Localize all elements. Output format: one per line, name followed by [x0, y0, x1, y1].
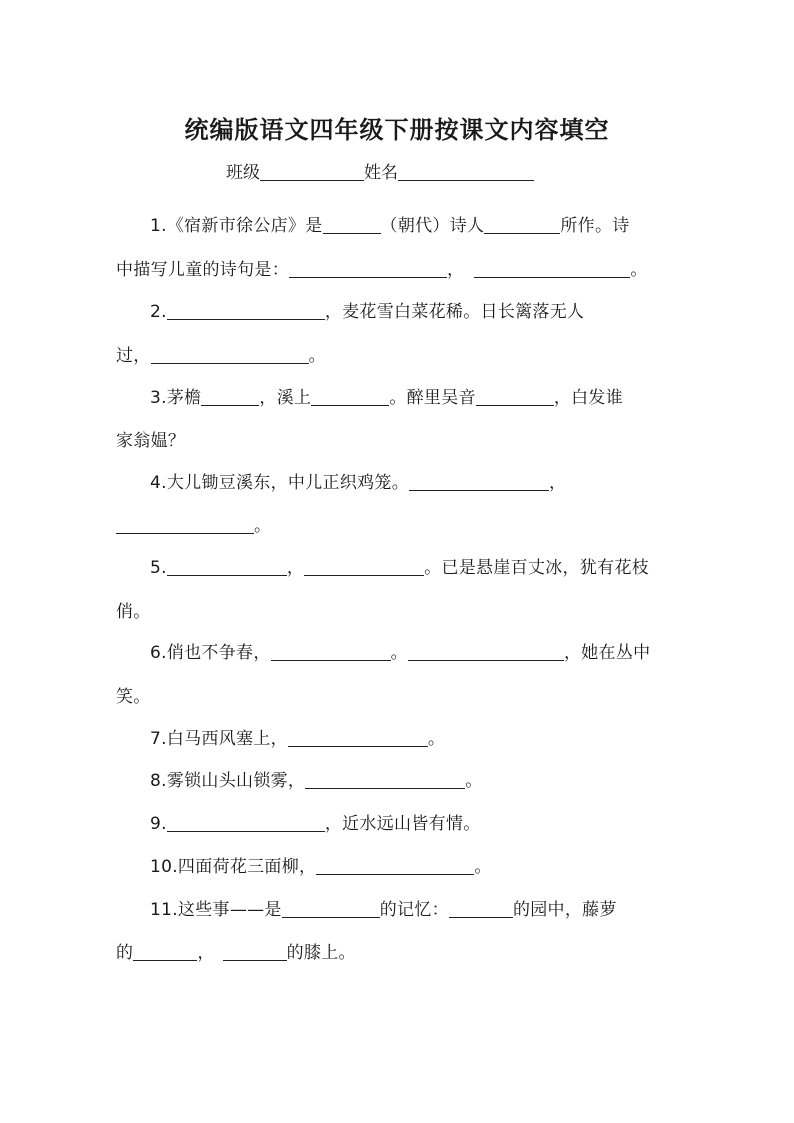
question-text: 。 — [465, 771, 483, 791]
question-text: 所作。诗 — [560, 216, 630, 236]
name-label: 姓名 — [364, 163, 398, 183]
question-text: 7.白马西风塞上， — [150, 729, 288, 749]
question-8 — [150, 766, 483, 791]
question-text: 8.雾锁山头山锁雾， — [150, 771, 306, 791]
answer-blank[interactable] — [151, 346, 309, 364]
question-text: 6.俏也不争春， — [150, 643, 271, 663]
question-1-line-2 — [116, 255, 648, 280]
question-text: 。 — [474, 857, 492, 877]
question-text: ， — [286, 558, 305, 578]
answer-blank[interactable] — [167, 302, 325, 320]
question-text: 的园中，藤萝 — [512, 900, 617, 920]
question-text: 俏。 — [116, 602, 151, 622]
question-text: 。 — [308, 346, 326, 366]
answer-blank[interactable] — [316, 857, 474, 875]
question-text: 的膝上。 — [286, 943, 356, 963]
name-blank[interactable] — [398, 163, 534, 181]
question-text: 。 — [254, 516, 272, 536]
answer-blank[interactable] — [409, 473, 549, 491]
answer-blank[interactable] — [271, 643, 391, 661]
question-6-line-2 — [116, 682, 151, 707]
answer-blank[interactable] — [311, 388, 389, 406]
answer-blank[interactable] — [484, 216, 560, 234]
question-text: ， — [197, 943, 215, 963]
question-text: 。 — [427, 729, 446, 749]
question-text: 。 — [390, 643, 408, 663]
answer-blank[interactable] — [201, 388, 259, 406]
question-text: 11.这些事——是 — [150, 900, 282, 920]
question-text: ，溪上 — [259, 388, 312, 408]
answer-blank[interactable] — [408, 643, 564, 661]
answer-blank[interactable] — [449, 900, 513, 918]
question-10 — [150, 852, 492, 877]
answer-blank[interactable] — [289, 260, 447, 278]
answer-blank[interactable] — [323, 216, 381, 234]
question-text: 。已是悬崖百丈冰，犹有花枝 — [424, 558, 650, 578]
question-text: ， — [447, 260, 465, 280]
question-text: 。 — [630, 260, 648, 280]
question-text: 中描写儿童的诗句是： — [116, 260, 289, 280]
question-text: 3.茅檐 — [150, 388, 202, 408]
class-label: 班级 — [226, 163, 260, 183]
answer-blank[interactable] — [288, 729, 428, 747]
question-5-line-2 — [116, 597, 151, 622]
answer-blank[interactable] — [116, 516, 254, 534]
question-3-line-1 — [150, 383, 623, 408]
answer-blank[interactable] — [304, 558, 424, 576]
question-text: 2. — [150, 302, 167, 322]
question-text: 10.四面荷花三面柳， — [150, 857, 317, 877]
question-text: ，她在丛中 — [563, 643, 651, 663]
question-text: 的 — [116, 943, 134, 963]
question-text: ，麦花雪白菜花稀。日长篱落无人 — [324, 302, 585, 322]
question-text: （朝代）诗人 — [380, 216, 485, 236]
question-text: ，近水远山皆有情。 — [324, 814, 481, 834]
question-4-line-1 — [150, 468, 566, 493]
question-text: 过， — [116, 346, 151, 366]
question-text: 的记忆： — [379, 900, 449, 920]
question-text: 5. — [150, 558, 167, 578]
question-4-line-2 — [116, 511, 271, 536]
student-info-row — [226, 158, 534, 183]
page-title: 统编版语文四年级下册按课文内容填空 — [184, 115, 610, 144]
question-text: 9. — [150, 814, 167, 834]
question-text: 4.大儿锄豆溪东，中儿正织鸡笼。 — [150, 473, 410, 493]
question-6-line-1 — [150, 638, 650, 663]
question-text: ， — [549, 473, 567, 493]
answer-blank[interactable] — [282, 900, 380, 918]
question-text: 。醉里吴音 — [389, 388, 476, 408]
question-text: 笑。 — [116, 687, 151, 707]
answer-blank[interactable] — [133, 943, 197, 961]
answer-blank[interactable] — [167, 814, 325, 832]
class-blank[interactable] — [260, 163, 364, 181]
question-11-line-2 — [116, 938, 356, 963]
question-1-line-1 — [150, 211, 630, 236]
question-7 — [150, 724, 445, 749]
answer-blank[interactable] — [476, 388, 554, 406]
question-9 — [150, 809, 481, 834]
question-text: 家翁媪？ — [116, 431, 186, 451]
question-5-line-1 — [150, 553, 649, 578]
answer-blank[interactable] — [305, 771, 465, 789]
answer-blank[interactable] — [223, 943, 287, 961]
question-11-line-1 — [150, 895, 617, 920]
question-text: 1.《宿新市徐公店》是 — [150, 216, 323, 236]
answer-blank[interactable] — [474, 260, 630, 278]
question-3-line-2 — [116, 426, 185, 451]
question-2-line-1 — [150, 297, 584, 322]
question-2-line-2 — [116, 341, 326, 366]
answer-blank[interactable] — [167, 558, 287, 576]
question-text: ，白发谁 — [553, 388, 624, 408]
